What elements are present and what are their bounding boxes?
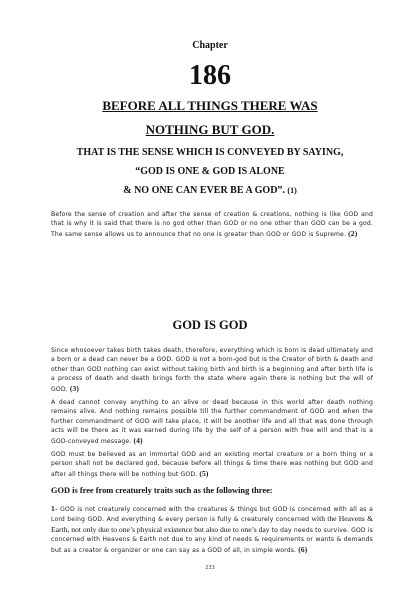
footnote-ref-5: (5): [199, 468, 209, 478]
paragraph-3-text: A dead cannot convey anything to an alive or dead because in this world after death nothing remains alive. And nothing remains possible till the further commandment of GOD and when the further commandment of GOD will take place, it will be another life and all that was done through acts will be there as it was earned during life by the self of a person with free will and that is a GOD-conveyed message.: [51, 399, 373, 445]
section-title: GOD IS GOD: [172, 318, 248, 332]
title-line-1: BEFORE ALL THINGS THERE WAS: [102, 98, 318, 113]
bold-heading: GOD is free from creaturely traits such as the following three:: [51, 486, 273, 495]
paragraph-3: [51, 398, 373, 446]
subtitle-line-3-text: & NO ONE CAN EVER BE A GOD”.: [123, 185, 285, 196]
title-line-2: NOTHING BUT GOD.: [145, 122, 275, 137]
subtitle-line-2: “GOD IS ONE & GOD IS ALONE: [135, 166, 285, 177]
subtitle-line-1: THAT IS THE SENSE WHICH IS CONVEYED BY SAYING,: [76, 147, 344, 158]
paragraph-4: [51, 450, 373, 479]
list-item-1: [51, 504, 373, 555]
subtitle-line-3: [0, 185, 420, 197]
list-item-1-text-c: to day needs to survive. GOD is concerned with Heavens & Earth not due to any kind of needs & requirements or wants & demands but as a creator & organizer or one can say as a GOD of all, in simple words.: [51, 526, 373, 554]
paragraph-2-text: Since whosoever takes birth takes death, therefore, everything which is born is dead ultimately and a born or a dead can never be a GOD. GOD is not a born-god but is the Creator of birth & death and other than GOD nothing can exist without taking birth and birth is a beginning and after birth life is a process of death and death brings forth the state where again there is nothing but the will of GOD.: [51, 347, 373, 393]
paragraph-2: [51, 346, 373, 394]
footnote-ref-4: (4): [133, 435, 143, 445]
paragraph-1-text: Before the sense of creation and after the sense of creation & creations, nothing is like GOD and that is why it is said that there is no god other than GOD or no one other than GOD can be a god. The same sense allows us to announce that no one is greater than GOD or GOD is Supreme.: [51, 211, 373, 238]
chapter-number: 186: [189, 60, 231, 91]
footnote-ref-3: (3): [69, 383, 80, 393]
list-item-1-text-a: GOD is not creaturely concerned with the creatures & things but GOD is concerned with all as a Lord being GOD. And everything & every person is fully & creaturely concerned: [51, 506, 373, 524]
paragraph-4-text: GOD must be believed as an immortal GOD and an existing mortal creature or a born thing or a person shall not be declared god, because before all things & time there was nothing but GOD and after all things there will be nothing but GOD.: [51, 451, 373, 478]
footnote-ref-1: (1): [287, 186, 297, 195]
list-item-1-number: 1-: [51, 504, 58, 513]
page-number: 233: [205, 565, 215, 571]
footnote-ref-6: (6): [298, 544, 308, 554]
list-item-1-text-b: with the Heavens & Earth, not only due to one’s physical existence but also due to one’s day: [51, 514, 373, 534]
footnote-ref-2: (2): [348, 228, 358, 238]
chapter-label: Chapter: [192, 40, 228, 51]
paragraph-1: [51, 210, 373, 239]
